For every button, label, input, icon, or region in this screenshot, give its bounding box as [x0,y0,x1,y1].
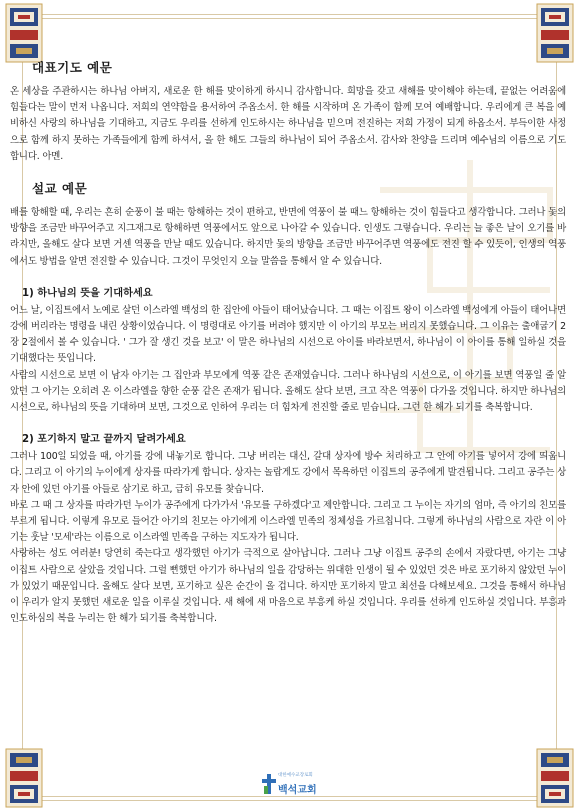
point-2-paragraph-3: 사랑하는 성도 여러분! 당연히 죽는다고 생각했던 아기가 극적으로 살아납니다. 그러나 그냥 이집트 공주의 손에서 자랐다면, 아기는 그냥 이집트 사람으로 살았을 것입니다. 그럴 뻔했던 아기가 하나님의 일을 감당하는 위대한 인생이 될 수 있었던 것은 바로 포기하지 않았던 누이가 있었기 때문입니다. 올해도 살다 보면, 포기하고 싶은 순간이 올 겁니다. 하지만 포기하지 말고 최선을 다해보세요. 그것을 통해서 하나님이 우리가 알지 못했던 새로운 일을 이루실 것입니다. 새 해에 새 마음으로 부흥케 하실 것입니다. 우리를 선하게 인도하실 것입니다. 부흥과 인도하심의 복을 누리는 한 해가 되기를 축복합니다. [10,548,566,625]
frame-bottom-line-2 [40,800,538,801]
church-logo [262,772,332,796]
frame-bottom-line [40,796,538,797]
point-2-paragraph-2: 바로 그 때 그 상자를 따라가던 누이가 공주에게 다가가서 '유모를 구하겠다'고 제안합니다. 그리고 그 누이는 자기의 엄마, 즉 아기의 친모를 부르게 됩니다. 이렇게 유모로 들어간 아기의 친모는 아기에게 이스라엘 민족의 정체성을 가르칩니다. 그렇게 하나님의 사람으로 자란 이 아기는 훗날 '모세'라는 이름으로 이스라엘 민족을 구하는 지도자가 됩니다. [10,499,566,544]
point-2-title: 2) 포기하지 말고 끝까지 달려가세요 [22,434,186,446]
prayer-heading: 대표기도 예문 [32,60,113,75]
prayer-body: 온 세상을 주관하시는 하나님 아버지, 새로운 한 해를 맞이하게 하시니 감사합니다. 희망을 갖고 새해를 맞이해야 하는데, 끝없는 어려움에 힘들다는 말이 먼저 나옵니다. 저희의 연약함을 용서하여 주옵소서. 한 해를 시작하며 온 가족이 함께 모여 예배합니다. 우리에게 큰 복을 예비하신 사랑의 하나님을 기대하고, 지금도 우리를 선하게 인도하시는 하나님을 믿으며 전진하는 저희 가정이 되게 하옵소서. 부득이한 사정으로 함께 하지 못하는 가족들에게 함께 하셔서, 올 한 해도 그들의 하나님이 되어 주옵소서. 감사와 찬양을 드리며 예수님의 이름으로 기도합니다. 아멘. [10,86,566,162]
frame-top-line-2 [40,18,538,19]
point-1-paragraph-2: 사람의 시선으로 보면 이 남자 아기는 그 집안과 부모에게 역풍 같은 존재였습니다. 그러나 하나님의 시선으로, 이 아기를 보면 역풍일 줄 알았던 그 아기는 오히려 온 이스라엘을 향한 순풍 같은 존재가 됩니다. 올해도 살다 보면, 크고 작은 역풍이 다가올 것입니다. 하지만 하나님의 시선으로, 하나님의 뜻을 기대하며 보면, 그것으로 인하여 우리는 더 힘차게 전진할 줄로 믿습니다. 그런 한 해가 되기를 축복합니다. [10,369,566,414]
frame-top-line [40,14,538,15]
corner-ornament-top-right [535,2,575,64]
church-logo-subtitle: 대한예수교장로회 [278,773,313,778]
corner-ornament-bottom-right [535,747,575,809]
corner-ornament-bottom-left [4,747,44,809]
point-1-paragraph-1: 어느 날, 이집트에서 노예로 살던 이스라엘 백성의 한 집안에 아들이 태어났습니다. 그 때는 이집트 왕이 이스라엘 백성에게 아들이 태어나면 강에 버리라는 명령을 내린 상황이었습니다. 이 명령대로 아기를 버려야 했지만 이 아기의 부모는 버리지 못했습니다. 그 이유는 출애굽기 2장 2절에서 볼 수 있습니다. ' 그가 잘 생긴 것을 보고' 이 말은 하나님의 시선으로 아이를 바라보면서, 하나님이 이 아이를 통해 일하실 것을 기대했다는 뜻입니다. [10,304,566,365]
point-2-paragraph-1: 그러나 100일 되었을 때, 아기를 강에 내놓기로 합니다. 그냥 버리는 대신, 갈대 상자에 방수 처리하고 그 안에 아기를 넣어서 강에 띄웁니다. 그리고 이 아기의 누이에게 상자를 따라가게 합니다. 상자는 놀랍게도 강에서 목욕하던 이집트의 공주에게 발견됩니다. 그리고 공주는 상자 안에 있던 아기를 아들로 삼기로 하고, 급히 유모를 찾습니다. [10,451,566,495]
church-logo-mark-icon [262,774,276,794]
church-logo-name: 백석교회 [278,785,317,796]
sermon-intro: 배를 항해할 때, 우리는 흔히 순풍이 불 때는 항해하는 것이 편하고, 반면에 역풍이 불 때느 항해하는 것이 힘들다고 생각합니다. 그러나 돛의 방향을 조금만 바꾸어주고 지그재그로 항해하면 역풍에서도 앞으로 나아갈 수 있습니다. 인생도 그렇습니다. 우리는 늘 좋은 날이 오기를 바라지만, 올해도 살다 보면 거센 역풍을 만날 때도 있습니다. 하지만 돛의 방향을 조금만 바꾸어주면 역풍에도 전진 할 수 있듯이, 인생의 역풍에서도 방법을 알면 전진할 수 있습니다. 그것이 무엇인지 오늘 말씀을 통해서 알 수 있습니다. [10,207,566,267]
corner-ornament-top-left [4,2,44,64]
point-1-title: 1) 하나님의 뜻을 기대하세요 [22,287,153,299]
sermon-heading: 설교 예문 [32,181,88,197]
content-area [10,58,566,627]
